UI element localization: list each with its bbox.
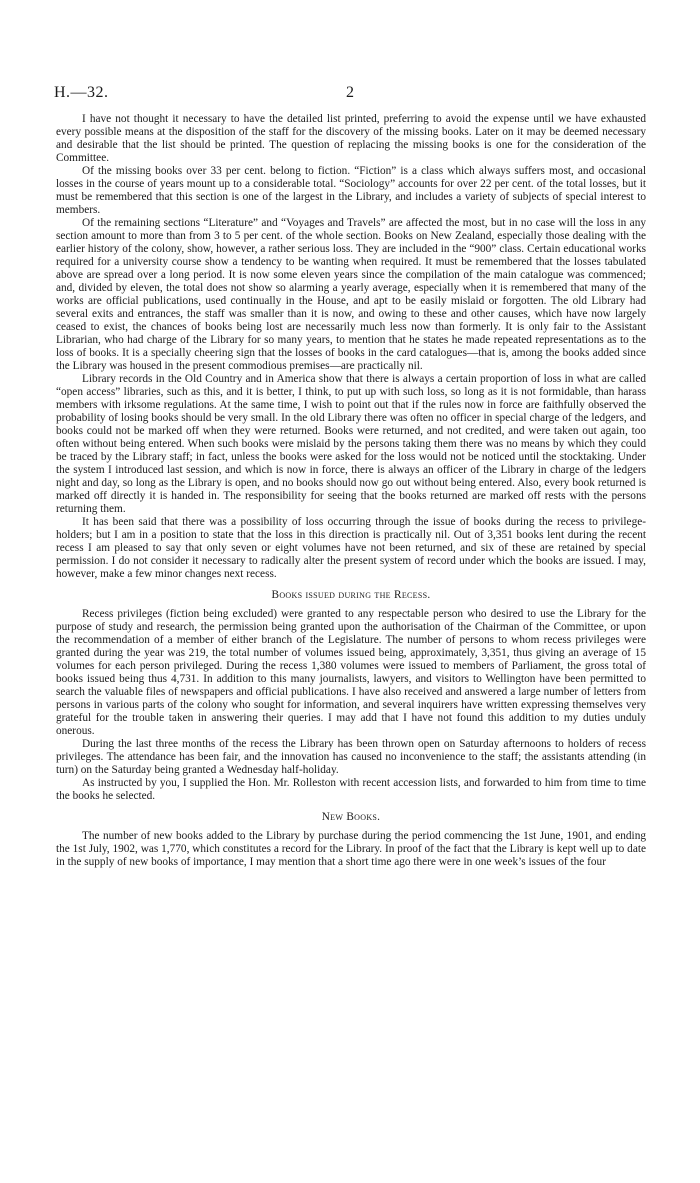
- paragraph-recess-issue-loss: It has been said that there was a possibility of loss occurring through the issue of books during the recess to privilege-holders; but I am in a position to state that the loss in this direction is practically nil. Out of 3,351 books lent during the recent recess I am pleased to say that only seven or eight volumes have not been returned, and six of these are retained by special permission. I do not consider it necessary to radically alter the present system of record under which the books are issued. I may, however, make a few minor changes next recess.: [56, 516, 646, 580]
- paragraph-library-records: Library records in the Old Country and in America show that there is always a certain proportion of loss in what are called “open access” libraries, such as this, and it is better, I think, to put up with such loss, so long as it is not formidable, than harass members with irksome regulations. At the same time, I wish to point out that if the rules now in force are faithfully observed the probability of losing books should be very small. In the old Library there was often no officer in special charge of the ledgers, and books could not be marked off when they were returned. Books were returned, and not credited, and were taken out again, too often without being entered. When such books were mislaid by the persons taking them there was no means by which they could be traced by the Library staff; in fact, unless the books were asked for the loss would not be noticed until the stocktaking. Under the system I introduced last session, and which is now in force, there is always an officer of the Library in charge of the ledgers night and day, so long as the Library is open, and no books should now go out without being entered. Also, every book returned is marked off directly it is handed in. The responsibility for seeing that the books returned are marked off rests with the persons returning them.: [56, 373, 646, 515]
- document-reference: H.—32.: [54, 84, 109, 101]
- paragraph-new-books: The number of new books added to the Library by purchase during the period commencing the 1st June, 1901, and ending the 1st July, 1902, was 1,770, which constitutes a record for the Library. In proof of the fact that the Library is kept well up to date in the supply of new books of importance, I may mention that a short time ago there were in one week’s issues of the four: [56, 830, 646, 868]
- paragraph-rolleston: As instructed by you, I supplied the Hon. Mr. Rolleston with recent accession lists, and forwarded to him from time to time the books he selected.: [56, 777, 646, 802]
- paragraph-fiction-losses: Of the missing books over 33 per cent. belong to fiction. “Fiction” is a class which always suffers most, and occasional losses in the course of years mount up to a considerable total. “Sociology” accounts for over 22 per cent. of the total losses, but it must be remembered that this section is one of the largest in the Library, and includes a variety of subjects of special interest to members.: [56, 165, 646, 216]
- section-heading-new-books: New Books.: [321, 811, 381, 823]
- section-heading-recess: Books issued during the Recess.: [271, 589, 431, 601]
- paragraph-detailed-list: I have not thought it necessary to have the detailed list printed, preferring to avoid the expense until we have exhausted every possible means at the disposition of the staff for the discovery of the missing books. Later on it may be deemed necessary and desirable that the list should be printed. The question of replacing the missing books is one for the consideration of the Committee.: [56, 113, 646, 164]
- paragraph-recess-privileges: Recess privileges (fiction being excluded) were granted to any respectable person who desired to use the Library for the purpose of study and research, the permission being granted upon the authorisation of the Chairman of the Committee, or upon the recommendation of a member of either branch of the Legislature. The number of persons to whom recess privileges were granted during the year was 219, the total number of volumes issued being, approximately, 3,351, thus giving an average of 15 volumes for each person privileged. During the recess 1,380 volumes were issued to members of Parliament, the gross total of books issued being thus 4,731. In addition to this many journalists, lawyers, and visitors to Wellington have been permitted to search the valuable files of newspapers and official publications. I have also received and answered a large number of letters from persons in various parts of the colony who sought for information, and several inquirers have written expressing themselves very grateful for the trouble taken in answering their queries. I may add that I have not found this addition to my duties unduly onerous.: [56, 608, 646, 737]
- paragraph-remaining-sections: Of the remaining sections “Literature” and “Voyages and Travels” are affected the most, but in no case will the loss in any section amount to more than from 3 to 5 per cent. of the whole section. Books on New Zealand, especially those dealing with the earlier history of the colony, show, however, a rather serious loss. They are included in the “900” class. Certain educational works required for a university course show a tendency to be wanting when required. It must be remembered that the losses tabulated above are spread over a long period. It is now some eleven years since the compilation of the main catalogue was commenced; and, divided by eleven, the total does not show so alarming a yearly average, especially when it is remembered that many of the works are official publications, used continually in the House, and apt to be easily mislaid or forgotten. The old Library had several exits and entrances, the staff was smaller than it is now, and owing to these and other causes, which have now largely ceased to exist, the chances of books being lost are necessarily much less now than formerly. It is only fair to the Assistant Librarian, who had charge of the Library for so many years, to mention that he states he made repeated representations as to the loss of books. It is a specially cheering sign that the losses of books in the card catalogues—that is, among the books added since the Library was housed in the present commodious premises—are practically nil.: [56, 217, 646, 372]
- paragraph-saturday-opening: During the last three months of the recess the Library has been thrown open on Saturday afternoons to holders of recess privileges. The attendance has been fair, and the innovation has caused no inconvenience to the staff; the assistants attending (in turn) on the Saturday being granted a Wednesday half-holiday.: [56, 738, 646, 776]
- body-text: [56, 113, 646, 869]
- page-number: 2: [346, 84, 354, 101]
- page-header: [54, 84, 646, 106]
